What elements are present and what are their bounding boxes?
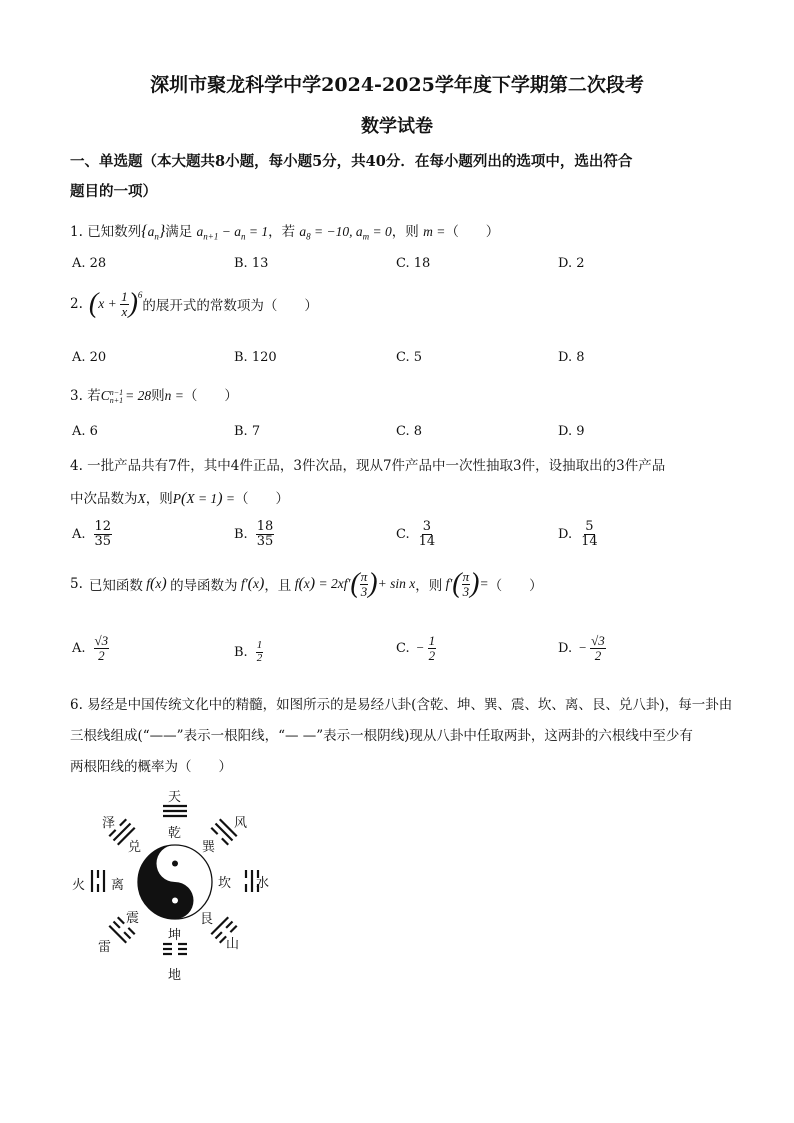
q1-text-2: 满足 [165, 224, 193, 240]
q1-seq-formula: $\{a_n\}$ [141, 223, 166, 242]
q4-line1: 4. 一批产品共有7件，其中4件正品，3件次品，现从7件产品中一次性抽取3件，设抽取出的3件产品 [70, 458, 666, 474]
q4-var-formula: X [137, 491, 146, 506]
label-zhen: 震 [126, 911, 140, 926]
section-heading-line1: 一、单选题（本大题共8小题，每小题5分，共40分．在每小题列出的选项中，选出符合 [70, 153, 633, 170]
label-feng: 风 [234, 816, 248, 831]
q2-option-b: B. 120 [234, 350, 277, 365]
q5-option-d [558, 634, 606, 662]
q3-text-2: 则 [151, 388, 165, 404]
label-shan: 山 [226, 937, 240, 952]
label-shui: 水 [256, 876, 270, 891]
label-ze: 泽 [102, 816, 116, 831]
q1-option-c: C. 18 [396, 256, 431, 271]
q5-option-c-formula: − $\frac{1}{2}$ [415, 633, 436, 663]
trigram-kun [163, 944, 187, 954]
q5-option-c-label: C. [396, 640, 410, 656]
q4-option-b-label: B. [234, 526, 248, 542]
q4-c-num: 3 [422, 519, 432, 534]
q5-option-b-label: B. [234, 644, 248, 660]
label-li: 离 [111, 878, 125, 893]
q1-text-1: 已知数列 [87, 224, 142, 240]
q3-number: 3. [70, 388, 83, 404]
q4-option-c [396, 520, 436, 548]
label-dui: 兑 [128, 840, 142, 855]
q1-ask-formula: m = [423, 224, 446, 239]
question-1 [70, 220, 499, 242]
label-lei: 雷 [98, 940, 112, 955]
page-title: 深圳市聚龙科学中学2024-2025学年度下学期第二次段考 [150, 74, 644, 96]
q3-option-a: A. 6 [72, 424, 98, 439]
question-5 [70, 570, 543, 598]
label-kun: 坤 [168, 928, 182, 943]
q1-option-d: D. 2 [558, 256, 585, 271]
question-3 [70, 384, 238, 405]
q4-option-b [234, 520, 274, 548]
q2-text: 的展开式的常数项为（ ） [142, 298, 318, 315]
q1-option-b: B. 13 [234, 256, 269, 271]
q4-a-den: 35 [94, 533, 112, 549]
q4-option-a [72, 520, 112, 548]
bagua-figure [60, 780, 290, 990]
q2-binomial-formula: ( x + $\frac{1}{x}$ ) 6 [88, 288, 143, 320]
q4-d-den: 14 [581, 533, 598, 549]
q4-b-den: 35 [256, 533, 274, 549]
q4-option-d-label: D. [558, 526, 573, 542]
label-xun: 巽 [202, 840, 216, 855]
q6-line2: 三根线组成(“——”表示一根阳线，“— —”表示一根阴线)现从八卦中任取两卦，这两卦的六根线中至少有 [70, 728, 693, 744]
q1-text-3: ，若 [268, 224, 296, 240]
q3-ask-formula: n = [164, 388, 184, 403]
q2-number: 2. [70, 296, 83, 313]
section-heading-line2: 题目的一项） [70, 183, 157, 200]
q5-number: 5. [70, 576, 83, 593]
trigram-qian [163, 806, 187, 816]
q3-text-1: 若 [87, 388, 101, 404]
q4-c-den: 14 [418, 533, 436, 549]
q1-recurrence-formula: $a_{n+1} - a_n = 1$ [196, 224, 269, 242]
q2-option-a: A. 20 [72, 350, 107, 365]
q5-option-a [72, 634, 109, 662]
q5-option-b-formula: $\frac{1}{2}$ [256, 639, 263, 664]
q3-option-c: C. 8 [396, 424, 423, 439]
q4-option-d [558, 520, 599, 548]
q3-text-3: （ ） [183, 388, 238, 404]
q5-text-2: 的导函数为 [170, 578, 238, 595]
q1-option-a: A. 28 [72, 256, 107, 271]
q5-option-d-formula: − $\frac{√3}{2}$ [578, 633, 605, 663]
q6-line3: 两根阳线的概率为（ ） [70, 759, 232, 775]
label-di: 地 [168, 968, 182, 983]
q2-option-d: D. 8 [558, 350, 585, 365]
q4-option-c-label: C. [396, 526, 410, 542]
q1-text-4: ，则 [391, 224, 419, 240]
q5-fprime-formula: f′(x) [237, 575, 265, 593]
q5-option-a-label: A. [72, 640, 86, 656]
q1-condition-formula: $a_8 = -10$, $a_m = 0$ [299, 224, 392, 242]
q5-option-c [396, 634, 436, 662]
q3-combination-formula: C n−1 n+1 = 28 [100, 387, 152, 405]
label-huo: 火 [72, 878, 86, 893]
q5-option-a-formula: $\frac{√3}{2}$ [94, 633, 109, 663]
q2-option-c: C. 5 [396, 350, 423, 365]
q5-text-1: 已知函数 [88, 578, 143, 595]
q5-f-formula: f(x) [142, 575, 167, 593]
q1-text-5: （ ） [445, 224, 500, 240]
q4-b-num: 18 [256, 519, 274, 534]
q4-line2 [70, 487, 289, 508]
q5-text-3: ，且 [264, 578, 292, 595]
q4-a-num: 12 [94, 519, 112, 534]
q5-equation-formula: f ( x ) = 2xf′ ( $\frac{\pi}{3}$ ) + sin x [291, 568, 416, 600]
trigram-xun [211, 819, 236, 844]
trigram-li [92, 870, 104, 892]
q1-number: 1. [70, 224, 83, 240]
q4-prob-formula: P(X = 1) = [172, 490, 236, 507]
q4-text-1: 中次品数为 [70, 491, 138, 507]
q5-option-d-label: D. [558, 640, 573, 656]
q3-option-b: B. 7 [234, 424, 261, 439]
q4-d-num: 5 [585, 519, 594, 534]
label-tian: 天 [168, 790, 182, 805]
label-qian: 乾 [168, 826, 182, 841]
q3-option-d: D. 9 [558, 424, 585, 439]
q6-line1: 6. 易经是中国传统文化中的精髓，如图所示的是易经八卦(含乾、坤、巽、震、坎、离、艮、兑八卦)，每一卦由 [70, 697, 733, 713]
q4-text-2: ，则 [145, 491, 173, 507]
q5-option-b [234, 640, 263, 664]
question-2 [70, 290, 318, 318]
page-subtitle: 数学试卷 [361, 116, 433, 137]
q4-text-3: （ ） [235, 491, 290, 507]
q5-text-4: ，则 [415, 578, 443, 595]
q4-option-a-label: A. [72, 526, 86, 542]
q5-ask-formula: f′ ( $\frac{\pi}{3}$ ) = [442, 568, 489, 600]
label-kan: 坎 [218, 876, 232, 891]
label-gen: 艮 [200, 912, 214, 927]
q5-text-5: （ ） [488, 578, 543, 595]
